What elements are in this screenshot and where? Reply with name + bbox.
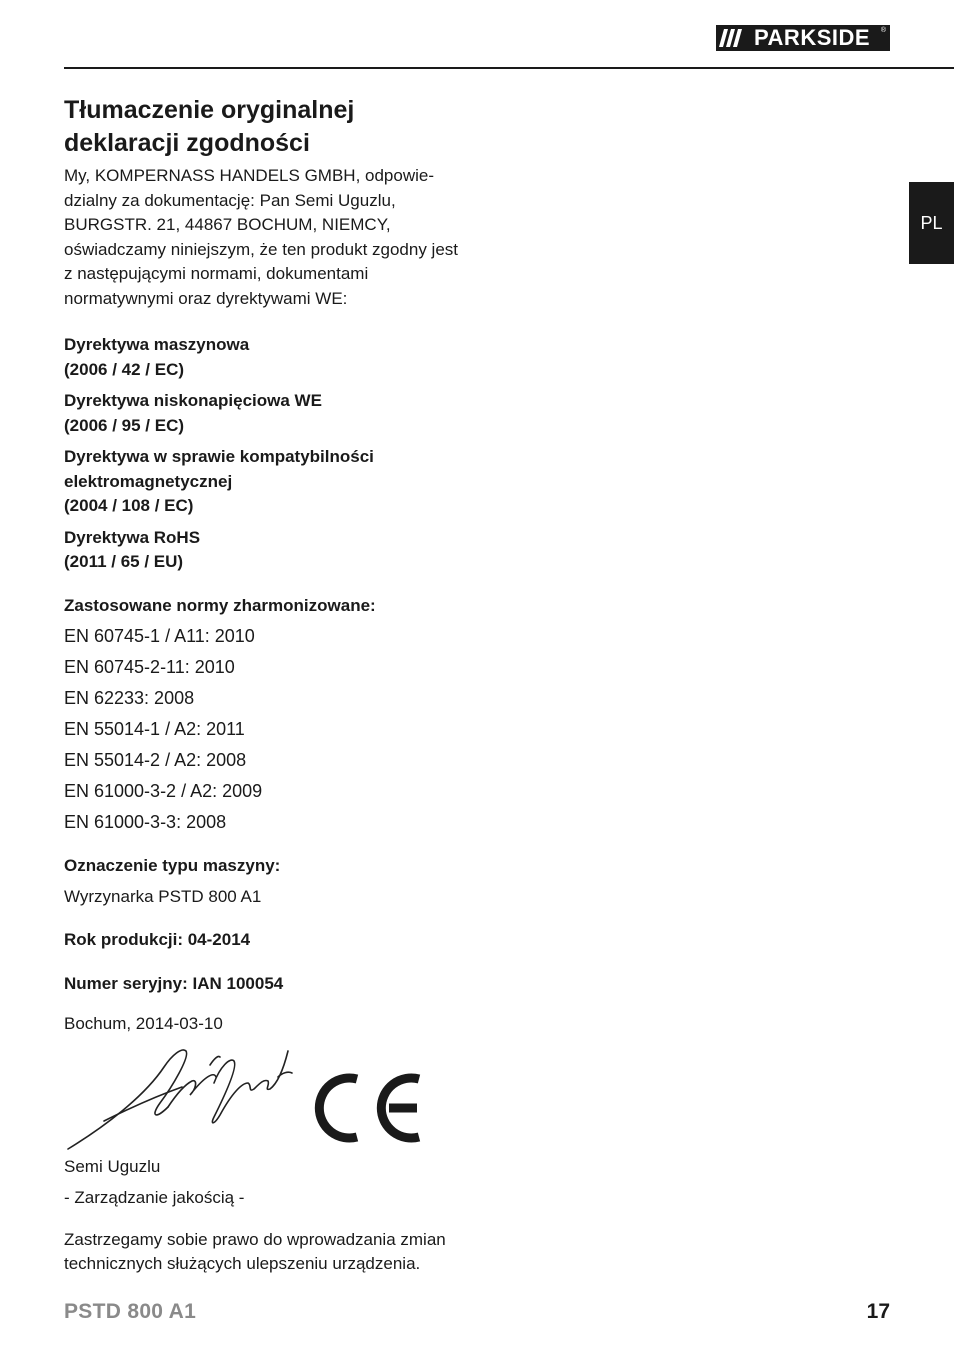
production-year: Rok produkcji: 04-2014 xyxy=(64,930,251,949)
intro-paragraph: My, KOMPERNASS HANDELS GMBH, odpowie-dzialny za dokumentację: Pan Semi Uguzlu, BURGSTR. 21, 44867 BOCHUM, NIEMCY, oświadczamy niniejszym, że ten produkt zgodny jest z następującymi normami, dokumentami normatywnymi oraz dyrektywami WE: xyxy=(64,166,459,308)
norms-list xyxy=(64,621,484,838)
norm-item: EN 55014-2 / A2: 2008 xyxy=(64,749,247,770)
machine-type-heading: Oznaczenie typu maszyny: xyxy=(64,855,281,875)
norm-item: EN 60745-1 / A11: 2010 xyxy=(64,625,255,646)
footer-model: PSTD 800 A1 xyxy=(64,1300,197,1323)
page-number: 17 xyxy=(866,1300,890,1323)
directive-name: Dyrektywa maszynowa xyxy=(64,335,250,354)
norm-item: EN 61000-3-2 / A2: 2009 xyxy=(64,780,263,801)
header-rule xyxy=(64,67,954,69)
signer-name: Semi Uguzlu xyxy=(64,1156,161,1176)
machine-type-value: Wyrzynarka PSTD 800 A1 xyxy=(64,886,262,906)
directive-code: (2006 / 42 / EC) xyxy=(64,359,185,379)
directive-name: Dyrektywa w sprawie kompatybilności elektromagnetycznej xyxy=(64,447,374,491)
directive-name: Dyrektywa RoHS xyxy=(64,527,201,547)
directive-code: (2011 / 65 / EU) xyxy=(64,552,184,571)
norm-item: EN 55014-1 / A2: 2011 xyxy=(64,718,245,739)
norm-item: EN 61000-3-3: 2008 xyxy=(64,811,227,832)
language-tab: PL xyxy=(909,182,954,264)
disclaimer: Zastrzegamy sobie prawo do wprowadzania zmian technicznych służących ulepszeniu urządzenia. xyxy=(64,1229,446,1273)
brand-name: PARKSIDE xyxy=(754,25,871,50)
directive-name: Dyrektywa niskonapięciowa WE xyxy=(64,391,322,410)
ce-mark-icon xyxy=(309,1067,424,1149)
signature-icon xyxy=(64,1037,294,1155)
logo-slashes-icon xyxy=(716,25,750,51)
declaration-content xyxy=(64,94,484,1277)
norm-item: EN 62233: 2008 xyxy=(64,687,195,708)
place-date: Bochum, 2014-03-10 xyxy=(64,1014,223,1033)
serial-number: Numer seryjny: IAN 100054 xyxy=(64,974,284,993)
page-title: Tłumaczenie oryginalnej deklaracji zgodności xyxy=(64,96,355,157)
directive-list xyxy=(64,333,484,575)
signer-role: - Zarządzanie jakością - xyxy=(64,1188,245,1207)
directive-code: (2004 / 108 / EC) xyxy=(64,496,194,515)
registered-mark: ® xyxy=(880,27,886,34)
signature-row xyxy=(64,1037,484,1155)
directive-code: (2006 / 95 / EC) xyxy=(64,415,185,435)
parkside-logo xyxy=(716,25,890,51)
norms-heading: Zastosowane normy zharmonizowane: xyxy=(64,595,376,615)
norm-item: EN 60745-2-11: 2010 xyxy=(64,656,235,677)
